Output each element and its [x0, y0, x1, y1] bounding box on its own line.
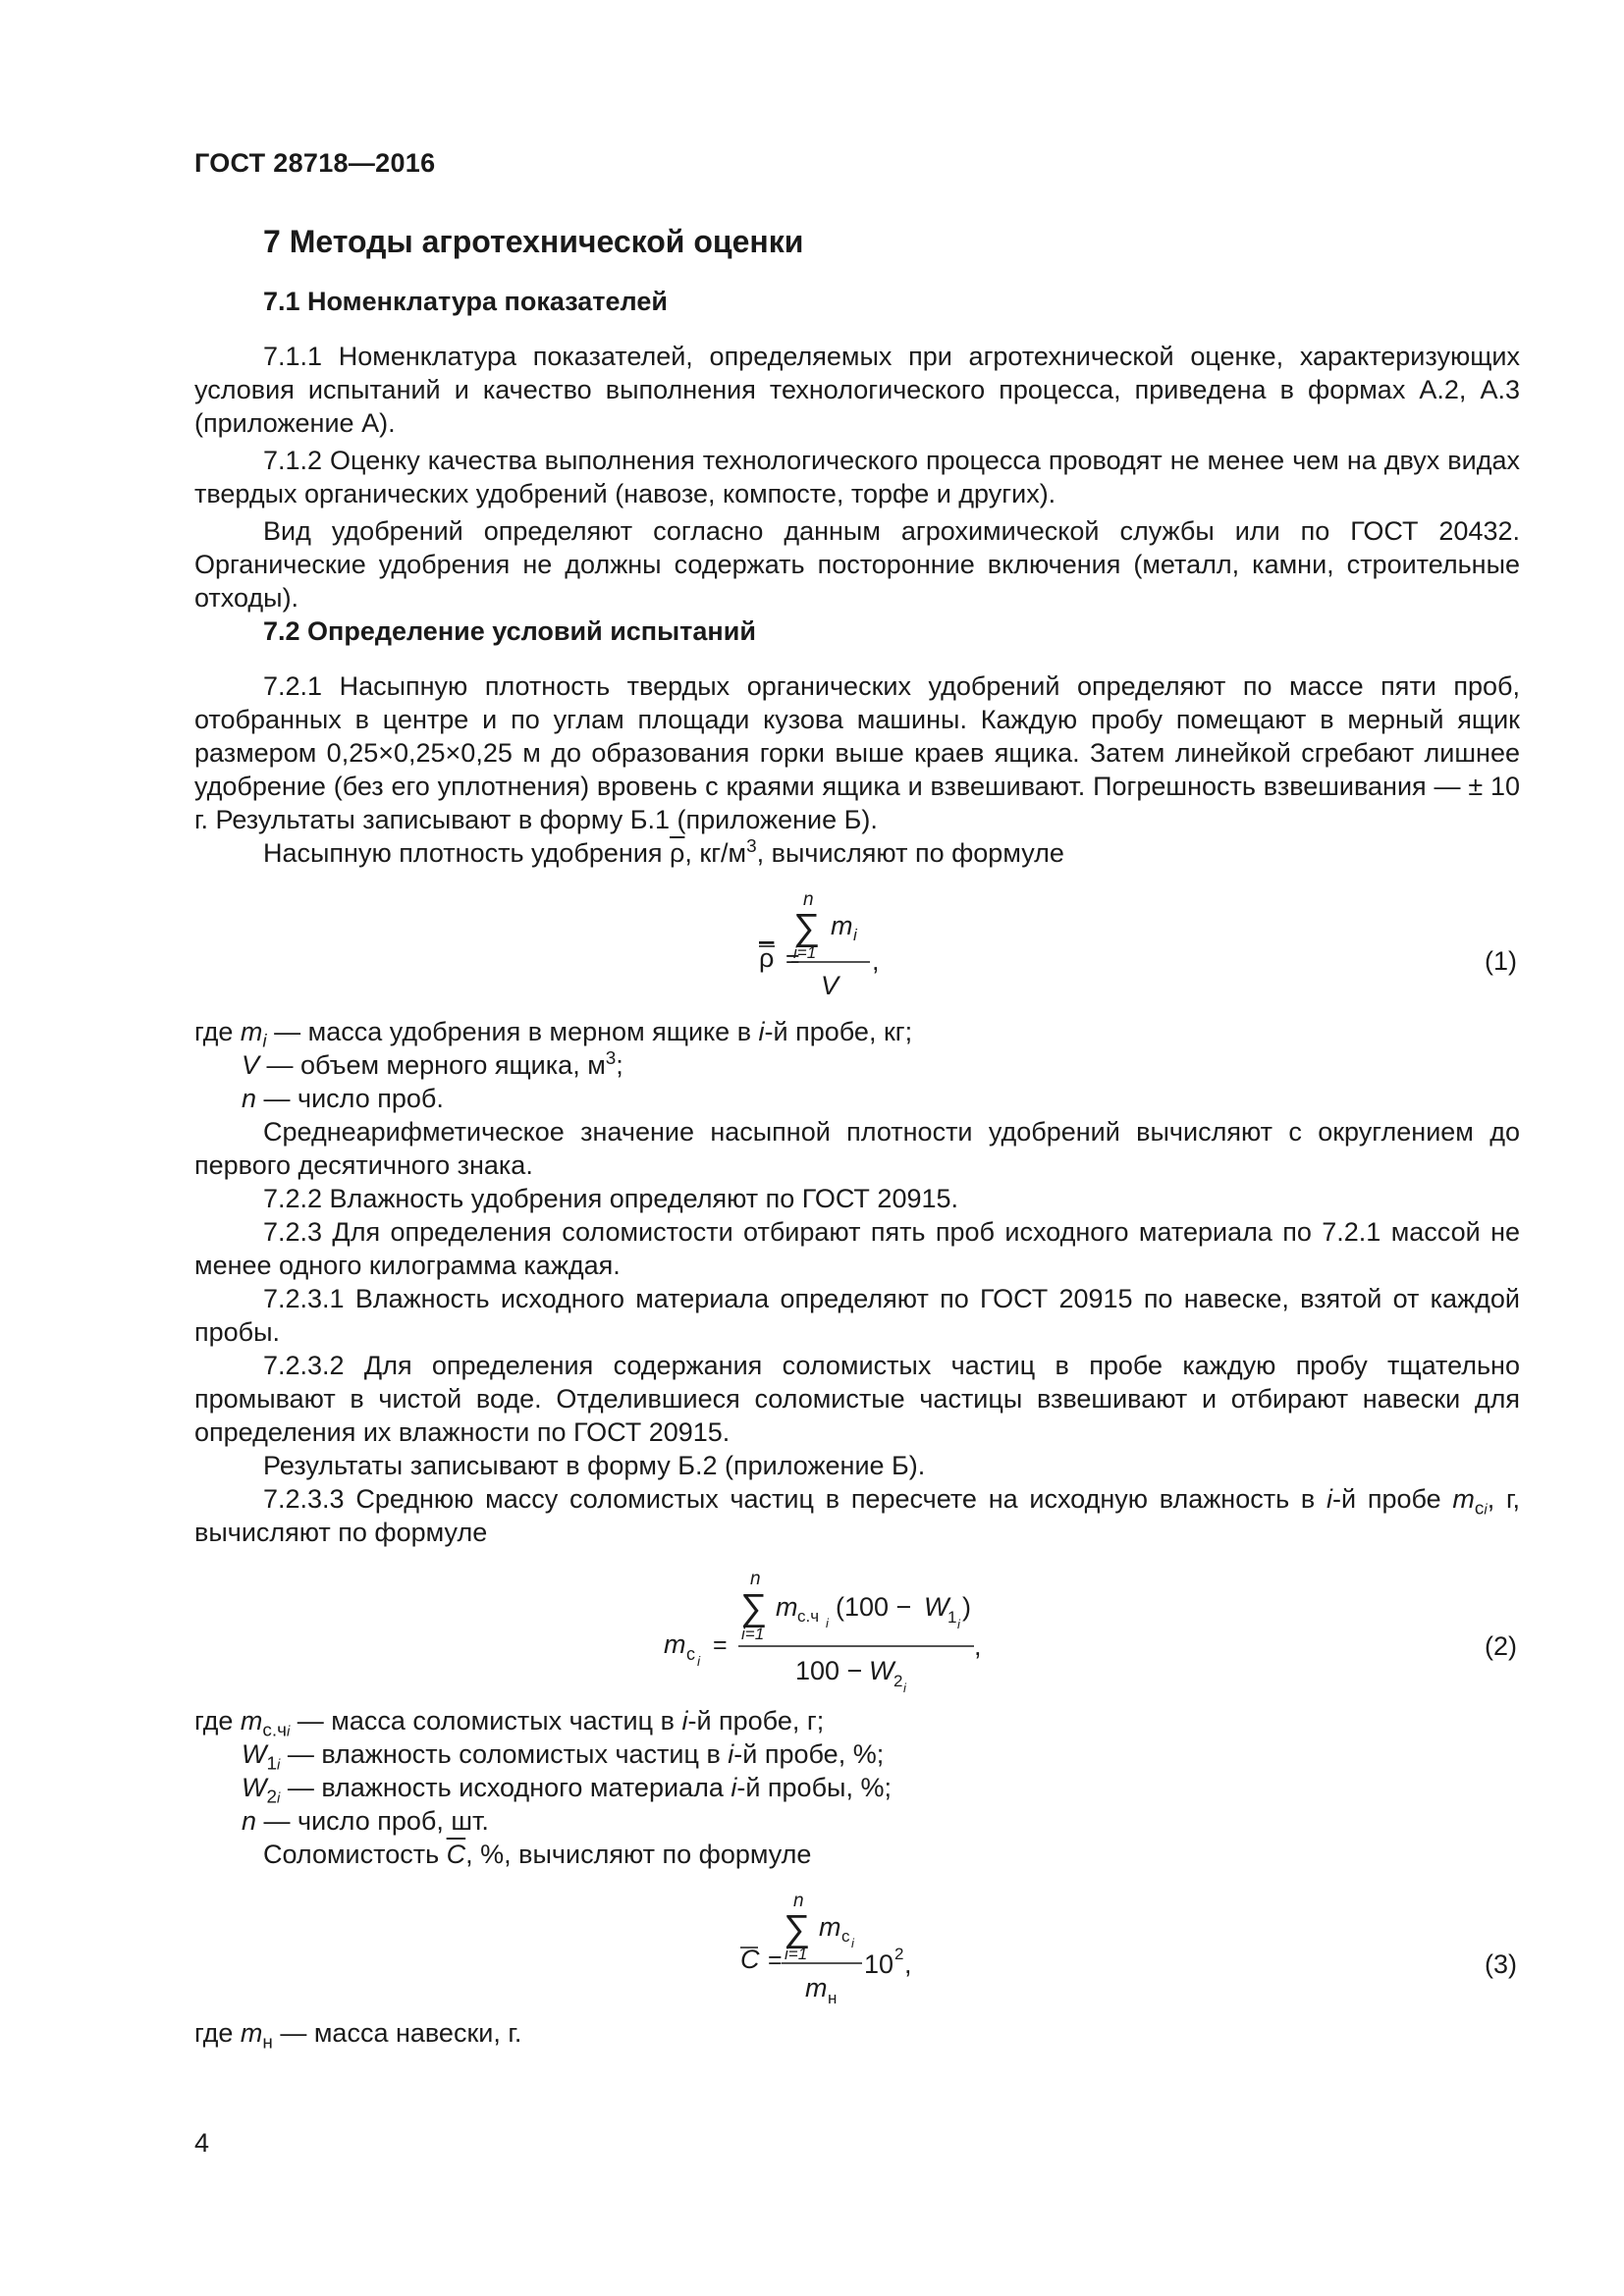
subscript: 2 [266, 1787, 277, 1808]
var-symbol: i [758, 1017, 765, 1046]
f3-lhs: C [740, 1945, 760, 1974]
paragraph-7-2-3-2: 7.2.3.2 Для определения содержания соломистых частиц в пробе каждую пробу тщательно промывают в чистой воде. Отделившиеся соломистые частицы взвешивают и отбирают навески для определения их влажности по ГОСТ 20915. [194, 1351, 1520, 1447]
legend-row [194, 1704, 1520, 1741]
c-bar-symbol: $\overline{C}$ [446, 1840, 466, 1869]
var-symbol: W [242, 1773, 267, 1802]
text-segment: — масса навески, г. [272, 2018, 522, 2048]
formula-1-number: (1) [1485, 946, 1517, 976]
text-segment: — объем мерного ящика, м [259, 1050, 606, 1080]
formula-1-graphic [194, 883, 1520, 1009]
paragraph-7-2-3: 7.2.3 Для определения соломистости отбирают пять проб исходного материала по 7.2.1 массой не менее одного килограмма каждая. [194, 1217, 1520, 1280]
page-number: 4 [194, 2128, 210, 2158]
f3-num-subsub: i [851, 1936, 854, 1950]
text-segment: — число проб. [256, 1084, 444, 1113]
text-segment: -й пробе, %; [733, 1739, 885, 1769]
f2-lower: i=1 [741, 1625, 765, 1643]
legend-row [194, 1048, 1520, 1082]
subscript: i [286, 1724, 291, 1740]
paragraph-strawiness [194, 1838, 1520, 1871]
rho-bar-symbol: $\overline{\rho}$ [670, 838, 685, 868]
subscript: i [1484, 1502, 1488, 1519]
text-segment: -й пробе [1332, 1484, 1453, 1514]
f2-num-paren-b: ) [962, 1592, 971, 1622]
f2-num-w-sub: 1 [947, 1608, 957, 1627]
subsection-title-7-2: 7.2 Определение условий испытаний [263, 616, 756, 646]
standard-id: ГОСТ 28718—2016 [194, 148, 436, 178]
f3-num-sub: с [841, 1927, 850, 1946]
var-symbol: m [240, 1706, 263, 1735]
text-segment: -й пробы, %; [736, 1773, 892, 1802]
f2-num-var: m [776, 1592, 798, 1622]
subscript: с.ч [262, 1720, 287, 1741]
f3-den-sub: н [828, 1989, 838, 2007]
text-segment: — влажность соломистых частиц в [280, 1739, 729, 1769]
var-symbol: m [240, 2018, 263, 2048]
legend-row [194, 1015, 1520, 1052]
var-symbol: i [731, 1773, 737, 1802]
formula-3 [194, 1885, 1520, 2010]
paragraph-7-2-2: 7.2.2 Влажность удобрения определяют по ГОСТ 20915. [263, 1184, 959, 1213]
paragraph-7-2-3-3 [194, 1482, 1520, 1549]
f3-eq: = [768, 1947, 783, 1974]
f1-eq: = [785, 945, 800, 973]
superscript: 3 [746, 836, 757, 857]
f2-lhs: m [664, 1629, 686, 1659]
text-segment: , %, вычисляют по формуле [465, 1840, 812, 1869]
f1-num-var: m [831, 911, 853, 940]
paragraph-density-intro [194, 836, 1520, 870]
f1-upper: n [803, 889, 814, 910]
f2-upper: n [750, 1569, 761, 1589]
text-segment: -й пробе, г; [687, 1706, 825, 1735]
formula-1-legend [194, 1015, 1520, 1115]
superscript: 3 [605, 1048, 617, 1069]
text-segment: — масса удобрения в мерном ящике в [266, 1017, 759, 1046]
f3-sum-sign: ∑ [784, 1908, 811, 1949]
text-segment: — влажность исходного материала [280, 1773, 731, 1802]
f1-tail: , [872, 946, 880, 976]
text-segment: -й пробе, кг; [764, 1017, 913, 1046]
f2-den-w-subsub: i [903, 1681, 906, 1695]
subscript: i [262, 1031, 267, 1052]
text-segment: где [194, 1017, 234, 1046]
subscript: н [262, 2032, 273, 2054]
section-title: 7 Методы агротехнической оценки [263, 224, 804, 259]
f3-factor-sup: 2 [894, 1945, 904, 1963]
text-segment: — число проб, шт. [256, 1806, 489, 1836]
text-segment: ; [616, 1050, 623, 1080]
subscript: i [277, 1757, 281, 1774]
f2-den-w-sub: 2 [893, 1672, 903, 1690]
text-segment: , кг/м [684, 838, 747, 868]
f2-den-w: W [869, 1656, 894, 1685]
f2-num-paren-a: (100 − [836, 1592, 912, 1622]
f2-num-w-subsub: i [957, 1617, 960, 1631]
var-symbol: i [1326, 1484, 1333, 1514]
main-content [194, 222, 1520, 2054]
var-symbol: i [728, 1739, 734, 1769]
var-symbol: W [242, 1739, 267, 1769]
formula-1 [194, 883, 1520, 1009]
formula-2-number: (2) [1485, 1631, 1517, 1661]
f1-sum-sign: ∑ [793, 907, 821, 948]
text-segment: , г, вычисляют по формуле [194, 1484, 1520, 1547]
text-segment: , вычисляют по формуле [756, 838, 1064, 868]
f2-eq: = [713, 1631, 728, 1659]
formula-2-graphic [194, 1563, 1520, 1698]
var-symbol: i [681, 1706, 688, 1735]
f2-lhs-subsub: i [697, 1653, 701, 1669]
f2-lhs-sub: с [686, 1644, 695, 1664]
legend-row [194, 1737, 1520, 1775]
f2-den-a: 100 − [795, 1656, 863, 1685]
formula-2 [194, 1563, 1520, 1698]
f2-num-subsub: i [826, 1616, 829, 1630]
text-segment: Соломистость [263, 1840, 447, 1869]
f3-num-var: m [819, 1912, 841, 1942]
formula-3-graphic [194, 1885, 1520, 2010]
f3-upper: n [793, 1891, 804, 1911]
var-symbol: m [240, 1017, 263, 1046]
paragraph-average: Среднеарифметическое значение насыпной плотности удобрений вычисляют с округлением до первого десятичного знака. [194, 1117, 1520, 1180]
f3-factor: 10 [864, 1949, 894, 1979]
subsection-title-7-1: 7.1 Номенклатура показателей [263, 287, 668, 316]
subscript: 1 [266, 1753, 277, 1775]
var-symbol: V [242, 1050, 260, 1080]
f3-den-var: m [805, 1973, 828, 2002]
formula-2-legend [194, 1704, 1520, 1838]
subscript: с [1474, 1498, 1485, 1520]
var-symbol: n [242, 1806, 257, 1836]
f3-tail: , [904, 1949, 912, 1979]
f2-num-sub: с.ч [797, 1607, 820, 1626]
var-symbol: n [242, 1084, 257, 1113]
legend-row [194, 1804, 1520, 1838]
paragraph-results: Результаты записывают в форму Б.2 (приложение Б). [263, 1451, 926, 1480]
f1-lhs: ρ [759, 943, 775, 973]
formula-3-legend [194, 2016, 1520, 2054]
text-segment: где [194, 1706, 234, 1735]
text-segment: Насыпную плотность удобрения [263, 838, 671, 868]
f1-num-sub: i [853, 926, 857, 944]
f2-sum-sign: ∑ [740, 1587, 768, 1629]
f1-lower: i=1 [793, 943, 817, 962]
legend-row [194, 1771, 1520, 1808]
paragraph-7-2-1: 7.2.1 Насыпную плотность твердых органических удобрений определяют по массе пяти проб, отобранных в центре и по углам площади кузова машины. Каждую пробу помещают в мерный ящик размером 0,25×0,25×0,25 м до образования горки выше краев ящика. Затем линейкой сгребают лишнее удобрение (без его уплотнения) вровень с краями ящика и взвешивают. Погрешность взвешивания — ± 10 г. Результаты записывают в форму Б.1 (приложение Б). [194, 671, 1520, 834]
f1-den: V [821, 971, 839, 1000]
subscript: i [277, 1790, 281, 1807]
legend-row [194, 1082, 1520, 1115]
text-segment: 7.2.3.3 Среднюю массу соломистых частиц в пересчете на исходную влажность в [263, 1484, 1327, 1514]
f2-tail: , [974, 1631, 982, 1661]
legend-row [194, 2016, 1520, 2054]
f2-num-w: W [924, 1592, 949, 1622]
paragraph-7-2-3-1: 7.2.3.1 Влажность исходного материала определяют по ГОСТ 20915 по навеске, взятой от каждой пробы. [194, 1284, 1520, 1347]
f3-lower: i=1 [785, 1945, 808, 1963]
paragraph-7-1-1: 7.1.1 Номенклатура показателей, определяемых при агротехнической оценке, характеризующих условия испытаний и качество выполнения технологического процесса, приведена в формах А.2, А.3 (приложение А). [194, 342, 1520, 438]
paragraph-7-1-2: 7.1.2 Оценку качества выполнения технологического процесса проводят не менее чем на двух видах твердых органических удобрений (навозе, компосте, торфе и других). [194, 446, 1520, 508]
formula-3-number: (3) [1485, 1949, 1517, 1979]
text-segment: где [194, 2018, 234, 2048]
text-segment: — масса соломистых частиц в [290, 1706, 682, 1735]
var-symbol: m [1452, 1484, 1475, 1514]
paragraph-fertilizer-type: Вид удобрений определяют согласно данным агрохимической службы или по ГОСТ 20432. Органические удобрения не должны содержать посторонние включения (металл, камни, строительные отходы). [194, 516, 1520, 613]
